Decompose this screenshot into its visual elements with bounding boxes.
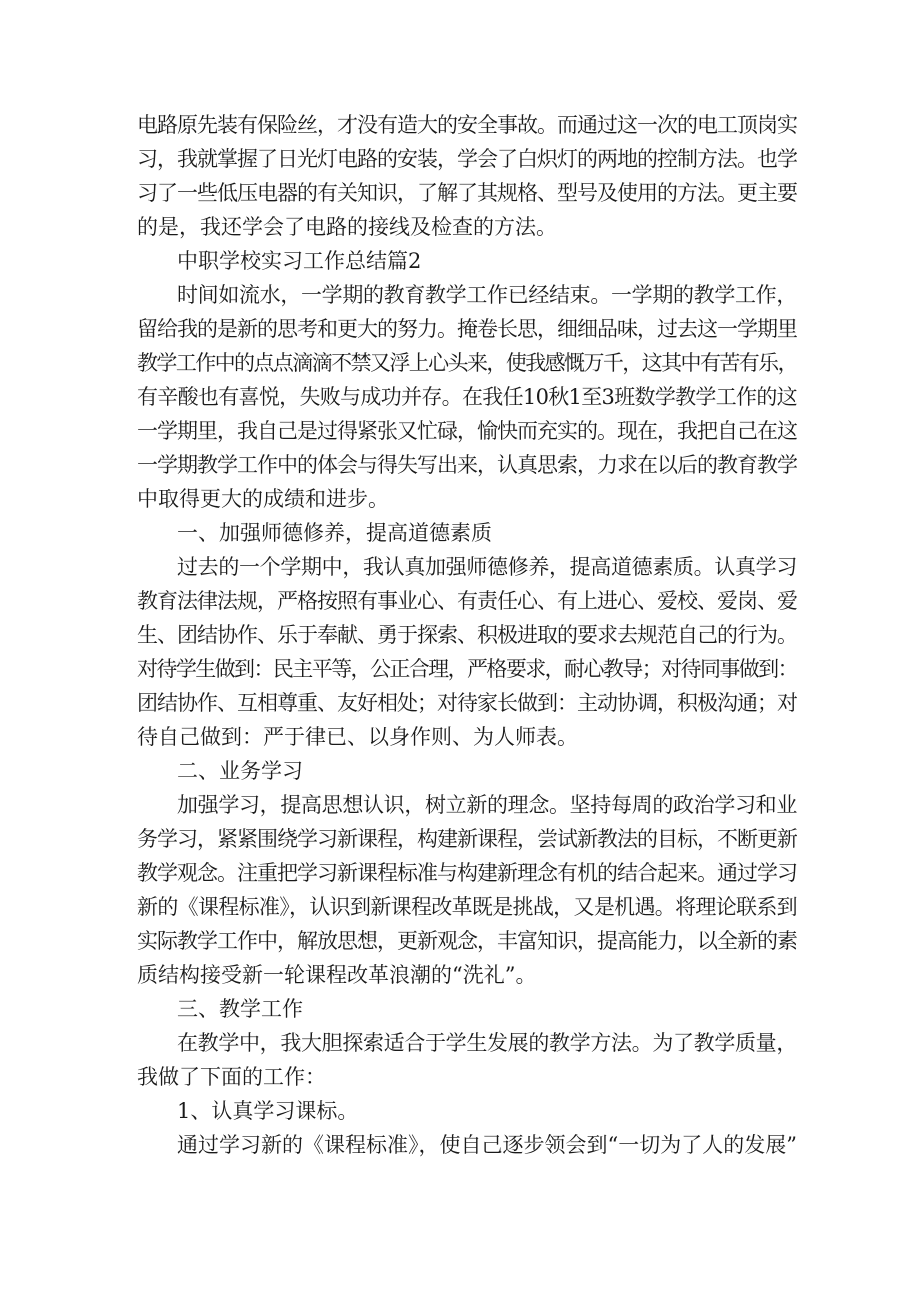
text-line: 生、团结协作、乐于奉献、勇于探索、积极进取的要求去规范自己的行为。: [137, 623, 797, 647]
text-line: 我做了下面的工作：: [137, 1065, 326, 1089]
text-line: 一学期里，我自己是过得紧张又忙碌，愉快而充实的。现在，我把自己在这: [137, 419, 797, 443]
text-line: 在教学中，我大胆探索适合于学生发展的教学方法。为了教学质量，: [177, 1031, 797, 1055]
section-heading: 一、加强师德修养，提高道德素质: [177, 521, 492, 545]
text-line: 有辛酸也有喜悦，失败与成功并存。在我任10秋1至3班数学教学工作的这: [137, 385, 797, 409]
text-line: 教育法律法规，严格按照有事业心、有责任心、有上进心、爱校、爱岗、爱: [137, 589, 797, 613]
text-line: 加强学习，提高思想认识，树立新的理念。坚持每周的政治学习和业: [177, 793, 797, 817]
text-line: 电路原先装有保险丝，才没有造大的安全事故。而通过这一次的电工顶岗实: [137, 113, 797, 137]
text-line: 实际教学工作中，解放思想，更新观念，丰富知识，提高能力，以全新的素: [137, 929, 797, 953]
document-body: [137, 108, 797, 1162]
text-line: 对待学生做到：民主平等，公正合理，严格要求，耐心教导；对待同事做到：: [137, 657, 797, 681]
text-line: 新的《课程标准》，认识到新课程改革既是挑战，又是机遇。将理论联系到: [137, 895, 797, 919]
section-title: 中职学校实习工作总结篇2: [177, 249, 422, 273]
subsection-heading: 1、认真学习课标。: [177, 1099, 359, 1123]
section-heading: 三、教学工作: [177, 997, 303, 1021]
text-line: 留给我的是新的思考和更大的努力。掩卷长思，细细品味，过去这一学期里: [137, 317, 797, 341]
text-line: 习了一些低压电器的有关知识，了解了其规格、型号及使用的方法。更主要: [137, 181, 797, 205]
text-line: 过去的一个学期中，我认真加强师德修养，提高道德素质。认真学习: [177, 555, 797, 579]
text-line: 务学习，紧紧围绕学习新课程，构建新课程，尝试新教法的目标，不断更新: [137, 827, 797, 851]
text-line: 教学工作中的点点滴滴不禁又浮上心头来，使我感慨万千，这其中有苦有乐，: [137, 351, 797, 375]
section-heading: 二、业务学习: [177, 759, 303, 783]
text-line: 一学期教学工作中的体会与得失写出来，认真思索，力求在以后的教育教学: [137, 453, 797, 477]
text-line: 习，我就掌握了日光灯电路的安装，学会了白炽灯的两地的控制方法。也学: [137, 147, 797, 171]
text-line: 通过学习新的《课程标准》，使自己逐步领会到“一切为了人的发展”: [177, 1133, 797, 1157]
text-line: 团结协作、互相尊重、友好相处；对待家长做到：主动协调，积极沟通；对: [137, 691, 797, 715]
text-line: 中取得更大的成绩和进步。: [137, 487, 389, 511]
text-line: 的是，我还学会了电路的接线及检查的方法。: [137, 215, 557, 239]
text-line: 教学观念。注重把学习新课程标准与构建新理念有机的结合起来。通过学习: [137, 861, 797, 885]
text-line: 待自己做到：严于律已、以身作则、为人师表。: [137, 725, 578, 749]
text-line: 质结构接受新一轮课程改革浪潮的“洗礼”。: [137, 963, 537, 987]
text-line: 时间如流水，一学期的教育教学工作已经结束。一学期的教学工作，: [177, 283, 797, 307]
